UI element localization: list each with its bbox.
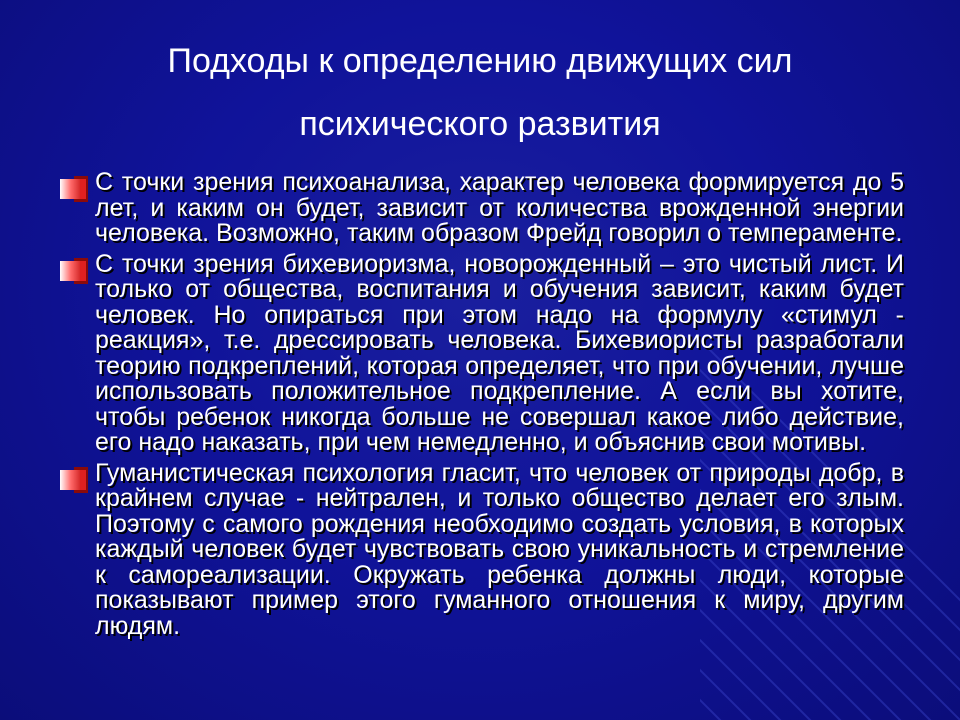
red-gradient-bullet-icon [60, 258, 88, 284]
bullet-item-humanistic [60, 458, 904, 640]
bullet-text: С точки зрения бихевиоризма, новорожденный – это чистый лист. И только от общества, воспитания и обучения зависит, каким будет человек. Но опираться при этом надо на формулу «стимул - реакция», т.е. дрессировать человека. Бихевиористы разработали теорию подкреплений, которая определяет, что при обучении, лучше использовать положительное подкрепление. А если вы хотите, чтобы ребенок никогда больше не совершал какое либо действие, его надо наказать, при чем немедленно, и объяснив свои мотивы. [95, 249, 904, 456]
bullet-item-behaviorism [60, 249, 904, 456]
slide-title-line-2: психического развития [299, 105, 661, 143]
red-gradient-bullet-icon [60, 176, 88, 202]
bullet-text: Гуманистическая психология гласит, что человек от природы добр, в крайнем случае - нейтрален, и только общество делает его злым. Поэтому с самого рождения необходимо создать условия, в которых каждый человек будет чувствовать свою уникальность и стремление к самореализации. Окружать ребенка должны люди, которые показывают пример этого гуманного отношения к миру, другим людям. [95, 458, 904, 640]
bullet-text: С точки зрения психоанализа, характер человека формируется до 5 лет, и каким он будет, зависит от количества врожденной энергии человека. Возможно, таким образом Фрейд говорил о темпераменте. [95, 168, 904, 247]
bullet-item-psychoanalysis [60, 170, 904, 247]
bullet-list [60, 170, 904, 644]
slide-title-line-1: Подходы к определению движущих сил [167, 42, 793, 80]
red-gradient-bullet-icon [60, 467, 88, 493]
